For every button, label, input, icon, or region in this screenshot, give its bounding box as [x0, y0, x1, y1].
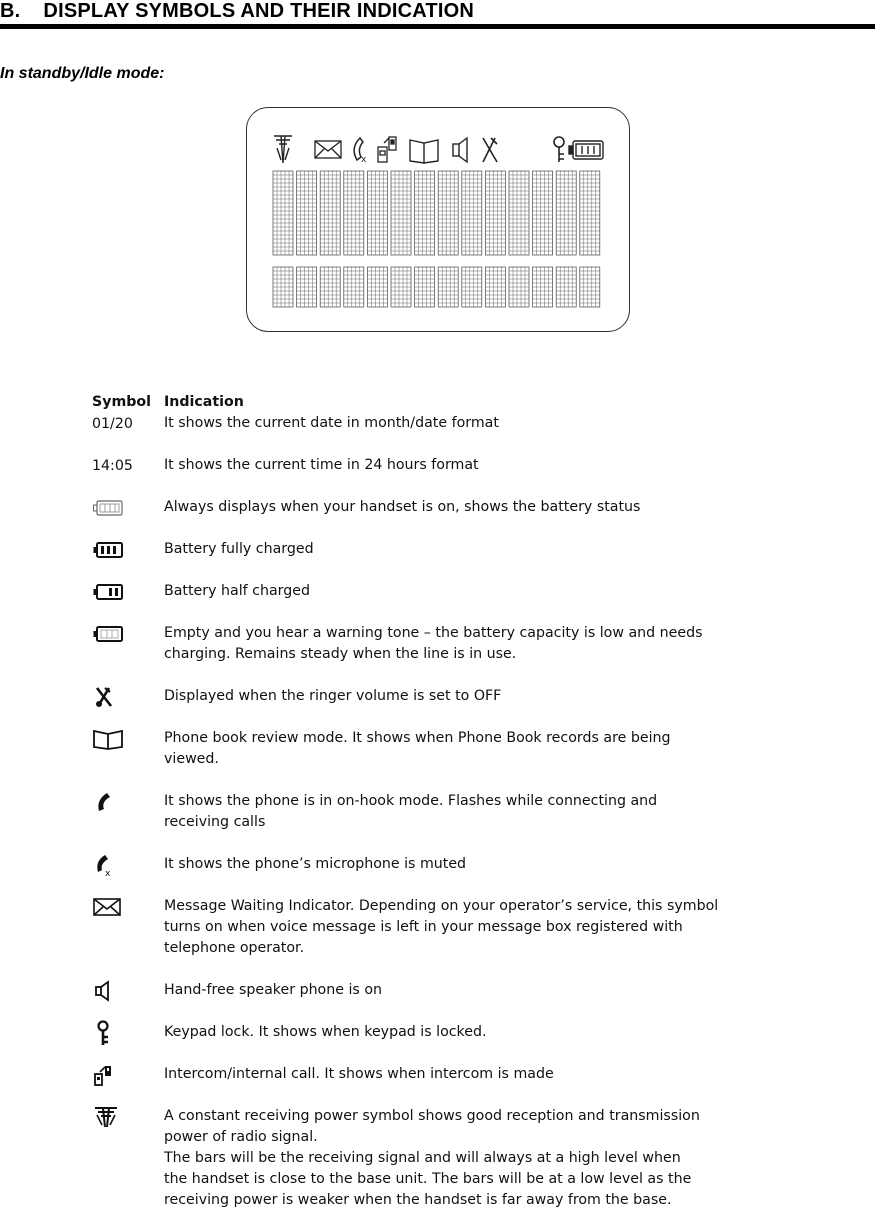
signal-icon [274, 136, 292, 163]
battery-outline-icon [92, 497, 152, 519]
speaker-icon [92, 980, 152, 1002]
dot-matrix-cell [367, 267, 387, 307]
envelope-icon [315, 141, 341, 158]
battery-icon [569, 141, 603, 159]
dot-matrix-cell [391, 267, 411, 307]
indication-text: Keypad lock. It shows when keypad is locked. [164, 1024, 487, 1040]
dot-matrix-cell [344, 171, 364, 255]
indication-text: It shows the phone is in on-hook mode. Flashes while connecting and receiving calls [164, 793, 658, 830]
dot-matrix-cell [509, 267, 529, 307]
dot-matrix-cell [320, 171, 340, 255]
dot-matrix-cell [533, 267, 553, 307]
indication-text: It shows the phone’s microphone is muted [164, 856, 467, 872]
indication-header: Indication [164, 394, 244, 410]
dot-matrix-cell [509, 171, 529, 255]
dot-matrix-cell [556, 171, 576, 255]
dot-matrix-cell [391, 171, 411, 255]
mute-handset-icon [354, 138, 367, 165]
indication-text: Battery half charged [164, 583, 310, 599]
indication-text: Empty and you hear a warning tone – the battery capacity is low and needs charging. Remains steady when the line is in use. [164, 625, 703, 662]
indication-text: Intercom/internal call. It shows when intercom is made [164, 1066, 554, 1082]
indication-text: Always displays when your handset is on, shows the battery status [164, 499, 641, 515]
mode-label: In standby/Idle mode: [0, 65, 165, 82]
dot-matrix-cell [533, 171, 553, 255]
dot-matrix-cell [297, 267, 317, 307]
phonebook-icon [410, 140, 438, 163]
dot-matrix-cell [462, 267, 482, 307]
indication-text: Displayed when the ringer volume is set to OFF [164, 688, 502, 704]
dot-matrix-cell [344, 267, 364, 307]
dot-matrix-cell [485, 267, 505, 307]
indication-text: Message Waiting Indicator. Depending on your operator’s service, this symbol turns on when voice message is left in your message box registered with telephone operator. [164, 898, 719, 956]
dot-matrix-cell [415, 267, 435, 307]
indication-text: A constant receiving power symbol shows good reception and transmission power of radio signal. The bars will be the receiving signal and will always at a high level when the handset is close to the base unit. The bars will be at a low level as the receiving power is weaker when the handset is far away from the base. [164, 1108, 700, 1208]
handset-icon [92, 791, 152, 813]
title-rule [0, 24, 875, 29]
intercom-icon [378, 137, 396, 162]
intercom-icon [92, 1064, 152, 1086]
dot-matrix-cell [273, 171, 293, 255]
speaker-icon [453, 138, 467, 162]
dot-matrix-cell [367, 171, 387, 255]
ringer-off-icon [483, 138, 497, 162]
indication-text: Hand-free speaker phone is on [164, 982, 382, 998]
envelope-icon [92, 896, 152, 918]
dot-matrix-cell [273, 267, 293, 307]
dot-matrix-cell [320, 267, 340, 307]
dot-matrix-cell [485, 171, 505, 255]
mute-handset-icon [92, 854, 152, 876]
dot-matrix-cell [438, 267, 458, 307]
signal-icon [92, 1106, 152, 1128]
symbol-text: 14:05 [92, 457, 133, 474]
ringer-off-icon [92, 686, 152, 708]
indication-text: It shows the current date in month/date format [164, 415, 499, 431]
phonebook-icon [92, 728, 152, 750]
symbol-text: 01/20 [92, 415, 133, 432]
dot-matrix-cell [438, 171, 458, 255]
svg-text:x: x [105, 869, 111, 877]
svg-text:x: x [361, 155, 367, 165]
indication-text: It shows the current time in 24 hours format [164, 457, 479, 473]
lcd-display [246, 107, 630, 332]
battery-empty-icon [92, 623, 152, 645]
key-icon [554, 137, 564, 162]
key-icon [92, 1022, 152, 1044]
indication-text: Phone book review mode. It shows when Phone Book records are being viewed. [164, 730, 671, 767]
symbol-header: Symbol [92, 394, 152, 410]
dot-matrix-cell [297, 171, 317, 255]
dot-matrix-row-top [273, 171, 600, 255]
battery-full-icon [92, 539, 152, 561]
dot-matrix-cell [580, 171, 600, 255]
dot-matrix-cell [415, 171, 435, 255]
dot-matrix-row-bottom [273, 267, 600, 307]
dot-matrix-cell [462, 171, 482, 255]
dot-matrix-cell [556, 267, 576, 307]
indication-text: Battery fully charged [164, 541, 314, 557]
section-title: B. DISPLAY SYMBOLS AND THEIR INDICATION [0, 0, 474, 22]
dot-matrix-cell [580, 267, 600, 307]
battery-half-icon [92, 581, 152, 603]
